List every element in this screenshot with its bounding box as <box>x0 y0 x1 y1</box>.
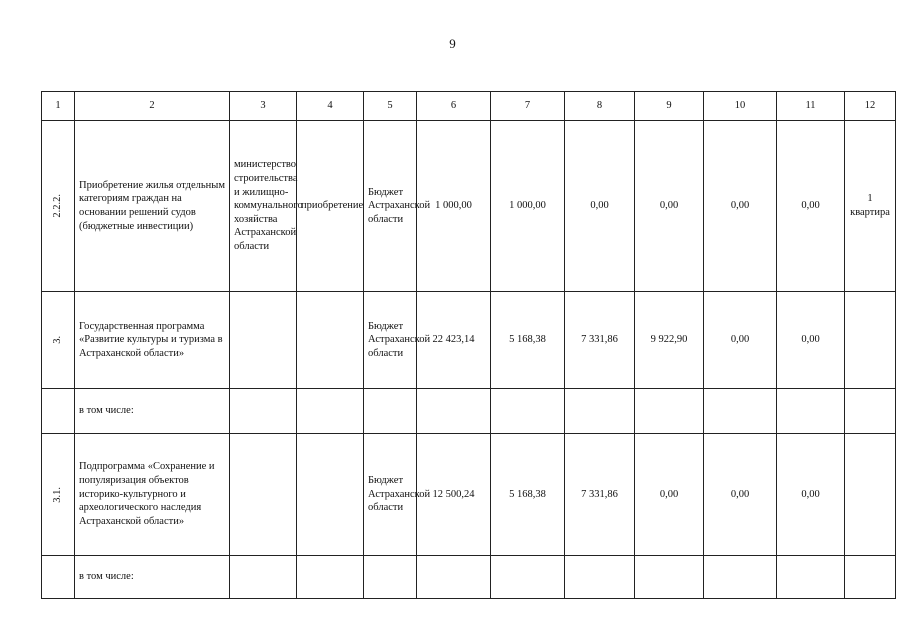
value-cell <box>635 556 704 599</box>
column-header: 1 <box>42 92 75 121</box>
value-cell: 0,00 <box>704 434 777 556</box>
row-number-cell <box>42 121 75 292</box>
value-cell: 1 000,00 <box>491 121 565 292</box>
row-number: 2.2.2. <box>52 194 64 218</box>
result-cell <box>845 389 896 434</box>
value-cell <box>777 389 845 434</box>
value-cell <box>704 556 777 599</box>
row-number-cell <box>42 434 75 556</box>
table-row <box>42 434 896 556</box>
measure-type <box>297 434 364 556</box>
measure-name: в том числе: <box>75 556 230 599</box>
column-header: 3 <box>230 92 297 121</box>
column-header: 10 <box>704 92 777 121</box>
value-cell <box>491 556 565 599</box>
column-header: 11 <box>777 92 845 121</box>
value-cell: 5 168,38 <box>491 292 565 389</box>
value-cell: 0,00 <box>635 434 704 556</box>
result-cell <box>845 434 896 556</box>
measure-name: Подпрограмма «Сохранение и популяризация объектов историко-культурного и археологического наследия Астраханской области» <box>75 434 230 556</box>
measure-name: в том числе: <box>75 389 230 434</box>
measure-name: Приобретение жилья отдельным категориям граждан на основании решений судов (бюджетные инвестиции) <box>75 121 230 292</box>
column-header: 5 <box>364 92 417 121</box>
value-cell: 1 000,00 <box>417 121 491 292</box>
value-cell <box>417 389 491 434</box>
value-cell: 0,00 <box>635 121 704 292</box>
row-number: 3.1. <box>52 486 64 503</box>
funding-source: Бюджет Астраханской области <box>364 121 417 292</box>
program-table <box>41 91 896 599</box>
responsible-executor: министерство строительства и жилищно-коммунального хозяйства Астраханской области <box>230 121 297 292</box>
responsible-executor <box>230 292 297 389</box>
result-cell <box>845 556 896 599</box>
value-cell: 12 500,24 <box>417 434 491 556</box>
column-header: 4 <box>297 92 364 121</box>
value-cell: 0,00 <box>777 292 845 389</box>
value-cell <box>417 556 491 599</box>
row-number: 3. <box>52 336 64 344</box>
responsible-executor <box>230 389 297 434</box>
table-row <box>42 121 896 292</box>
table-row <box>42 292 896 389</box>
funding-source: Бюджет Астраханской области <box>364 434 417 556</box>
value-cell: 22 423,14 <box>417 292 491 389</box>
responsible-executor <box>230 556 297 599</box>
result-cell: 1 квартира <box>845 121 896 292</box>
measure-type <box>297 292 364 389</box>
column-header: 7 <box>491 92 565 121</box>
value-cell: 0,00 <box>704 121 777 292</box>
measure-type: приобретение <box>297 121 364 292</box>
column-header: 6 <box>417 92 491 121</box>
row-number-cell <box>42 292 75 389</box>
value-cell: 0,00 <box>777 434 845 556</box>
row-number-cell <box>42 389 75 434</box>
value-cell: 0,00 <box>777 121 845 292</box>
value-cell: 7 331,86 <box>565 292 635 389</box>
responsible-executor <box>230 434 297 556</box>
value-cell: 7 331,86 <box>565 434 635 556</box>
value-cell: 9 922,90 <box>635 292 704 389</box>
value-cell: 0,00 <box>704 292 777 389</box>
funding-source <box>364 556 417 599</box>
row-number-cell <box>42 556 75 599</box>
value-cell: 0,00 <box>565 121 635 292</box>
value-cell <box>704 389 777 434</box>
result-cell <box>845 292 896 389</box>
value-cell <box>565 389 635 434</box>
table-row <box>42 389 896 434</box>
column-header: 12 <box>845 92 896 121</box>
table-row <box>42 556 896 599</box>
funding-source: Бюджет Астраханской области <box>364 292 417 389</box>
measure-type <box>297 556 364 599</box>
funding-source <box>364 389 417 434</box>
column-header: 2 <box>75 92 230 121</box>
column-number-row <box>42 92 896 121</box>
measure-type <box>297 389 364 434</box>
value-cell <box>635 389 704 434</box>
value-cell: 5 168,38 <box>491 434 565 556</box>
page-number: 9 <box>449 36 456 51</box>
column-header: 8 <box>565 92 635 121</box>
value-cell <box>491 389 565 434</box>
measure-name: Государственная программа «Развитие культуры и туризма в Астраханской области» <box>75 292 230 389</box>
value-cell <box>565 556 635 599</box>
value-cell <box>777 556 845 599</box>
column-header: 9 <box>635 92 704 121</box>
